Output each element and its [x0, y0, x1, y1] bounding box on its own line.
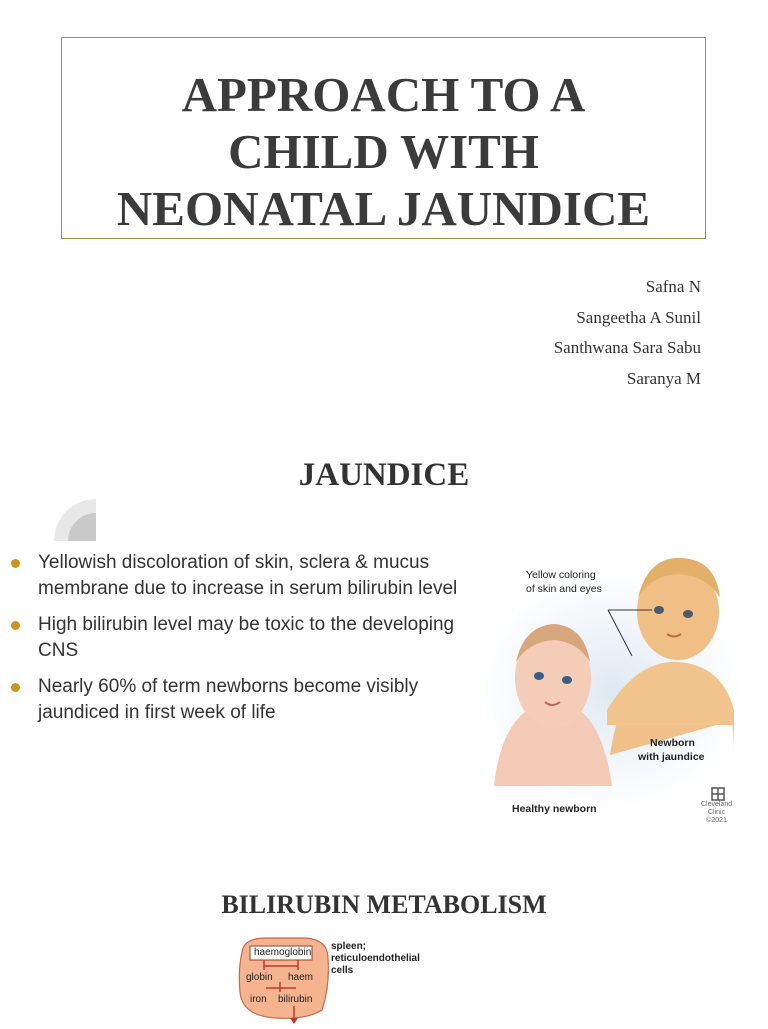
- label-line: of skin and eyes: [526, 583, 602, 595]
- newborn-comparison-illustration: [472, 550, 744, 836]
- title-box: [61, 37, 706, 239]
- authors-list: [554, 272, 701, 394]
- image-credit: [701, 801, 732, 825]
- quarter-circle-decoration-icon: [54, 499, 96, 541]
- label-line: with jaundice: [638, 751, 705, 763]
- spleen-label-line: spleen;: [331, 941, 367, 952]
- spleen-label: [331, 941, 420, 977]
- bullet-text: Nearly 60% of term newborns become visibly jaundiced in first week of life: [38, 676, 419, 723]
- list-item: [10, 674, 480, 726]
- haemoglobin-label: haemoglobin: [254, 947, 312, 958]
- bilirubin-metabolism-diagram: [236, 936, 436, 1024]
- presentation-title: [62, 66, 705, 237]
- globin-label: globin: [246, 972, 273, 983]
- label-line: Yellow coloring: [526, 569, 596, 581]
- bullet-dot-icon: [11, 559, 20, 568]
- title-line-1: APPROACH TO A: [181, 67, 586, 122]
- spleen-label-line: cells: [331, 965, 354, 976]
- bullet-dot-icon: [11, 621, 20, 630]
- jaundice-heading: JAUNDICE: [298, 457, 470, 493]
- author-name: Santhwana Sara Sabu: [553, 338, 701, 357]
- bilirubin-metabolism-heading: BILIRUBIN METABOLISM: [221, 890, 547, 919]
- title-line-3: NEONATAL JAUNDICE: [116, 181, 651, 236]
- credit-line: ©2021: [706, 817, 727, 824]
- author-name: Sangeetha A Sunil: [576, 307, 701, 327]
- title-line-2: CHILD WITH: [228, 124, 539, 179]
- label-healthy-newborn: Healthy newborn: [512, 803, 597, 815]
- label-yellow-coloring: [526, 568, 602, 596]
- bilirubin-label: bilirubin: [278, 994, 313, 1005]
- haem-label: haem: [288, 972, 314, 983]
- babies-illustration: [472, 550, 744, 836]
- spleen-label-line: reticuloendothelial: [331, 953, 420, 964]
- jaundice-bullet-list: [10, 550, 480, 736]
- iron-label: iron: [250, 994, 267, 1005]
- credit-line: Cleveland: [701, 801, 733, 808]
- author-name: Saranya M: [626, 368, 701, 388]
- list-item: [10, 550, 480, 602]
- label-line: Newborn: [650, 737, 695, 749]
- label-newborn-jaundice: [638, 736, 705, 764]
- list-item: [10, 612, 480, 664]
- author-name: Safna N: [645, 277, 701, 296]
- credit-line: Clinic: [708, 809, 726, 816]
- bullet-dot-icon: [11, 683, 20, 692]
- bullet-text: High bilirubin level may be toxic to the developing CNS: [38, 614, 455, 661]
- bullet-text: Yellowish discoloration of skin, sclera & mucus membrane due to increase in serum bilirubin level: [38, 552, 458, 599]
